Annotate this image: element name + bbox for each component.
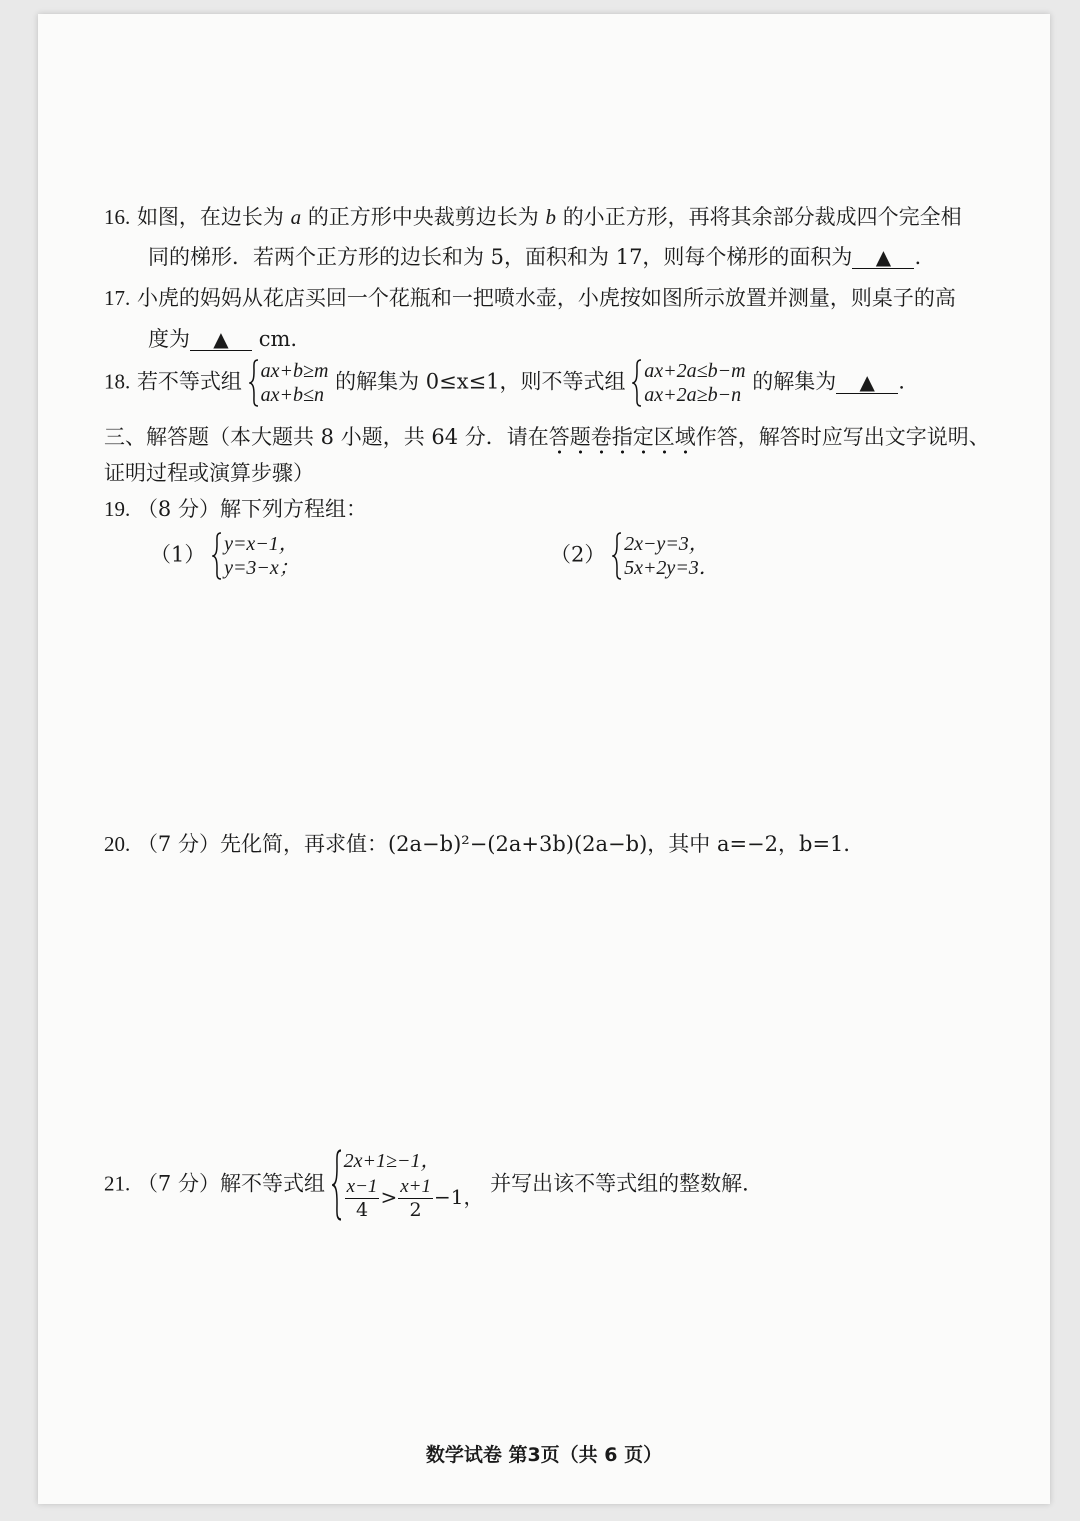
left-brace-icon (332, 1149, 342, 1221)
question-18: 18. 若不等式组 ax+b≥m ax+b≤n 的解集为 0≤x≤1，则不等式组 ax+2a≤b−m ax+2a≥b−n 的解集为 ▲ . (104, 360, 905, 406)
question-17-line-1: 17. 小虎的妈妈从花店买回一个花瓶和一把喷水壶，小虎按如图所示放置并测量，则桌子的高 (104, 286, 956, 310)
inequality-system-2: ax+2a≤b−m ax+2a≥b−n (632, 359, 745, 407)
inequality-system-1: ax+b≥m ax+b≤n (249, 359, 329, 407)
equation-system-1: y=x−1， y=3−x； (212, 532, 299, 580)
question-number: 21. (104, 1171, 131, 1196)
inequality-system-3: 2x+1≥−1， $\frac{x-1}{4}$ > $\frac{x+1}{2}$ −1， (332, 1149, 484, 1221)
question-19-title: 19. （8 分）解下列方程组： (104, 497, 367, 521)
question-number: 17. (104, 286, 131, 310)
fraction-2: $\frac{x+1}{2}$ (400, 1176, 431, 1221)
question-number: 19. (104, 497, 131, 521)
question-19-part-2: （2） 2x−y=3， 5x+2y=3． (550, 533, 719, 579)
answer-blank-16[interactable]: ▲ (852, 246, 914, 269)
section-3-heading: 三、解答题（本大题共 8 小题，共 64 分．请在答题卷指定区域作答，解答时应写出文字说明、 (104, 422, 990, 452)
fraction-1: $\frac{x-1}{4}$ (346, 1176, 378, 1221)
question-17-line-2: 度为 ▲ cm. (148, 327, 298, 351)
answer-blank-18[interactable]: ▲ (836, 371, 898, 394)
question-21: 21. （7 分）解不等式组 2x+1≥−1， $\frac{x-1}{4}$ > $\frac{x+1}{2}$ −1， 并写出该不等式组的整数解． (104, 1150, 764, 1221)
left-brace-icon (212, 532, 222, 580)
section-3-heading-line-2: 证明过程或演算步骤） (104, 461, 314, 485)
left-brace-icon (249, 359, 259, 407)
answer-blank-17[interactable]: ▲ (190, 328, 252, 351)
question-19-part-1: （1） y=x−1， y=3−x； (150, 533, 299, 579)
exam-page (38, 14, 1050, 1504)
question-20: 20. （7 分）先化简，再求值：(2a−b)²−(2a+3b)(2a−b)，其中 a=−2，b=1． (104, 832, 865, 856)
emphasis-dots: 答题卷指定区域 (549, 425, 696, 455)
question-number: 16. (104, 205, 131, 229)
left-brace-icon (632, 359, 642, 407)
question-number: 18. (104, 369, 131, 394)
page-footer: 数学试卷 第3页（共 6 页） (425, 1444, 663, 1466)
question-number: 20. (104, 832, 131, 856)
equation-system-2: 2x−y=3， 5x+2y=3． (612, 532, 719, 580)
left-brace-icon (612, 532, 622, 580)
question-16-line-2: 同的梯形．若两个正方形的边长和为 5，面积和为 17，则每个梯形的面积为 ▲ . (148, 245, 922, 269)
question-16-line-1: 16. 如图，在边长为 a 的正方形中央裁剪边长为 b 的小正方形，再将其余部分裁成四个完全相 (104, 205, 962, 229)
